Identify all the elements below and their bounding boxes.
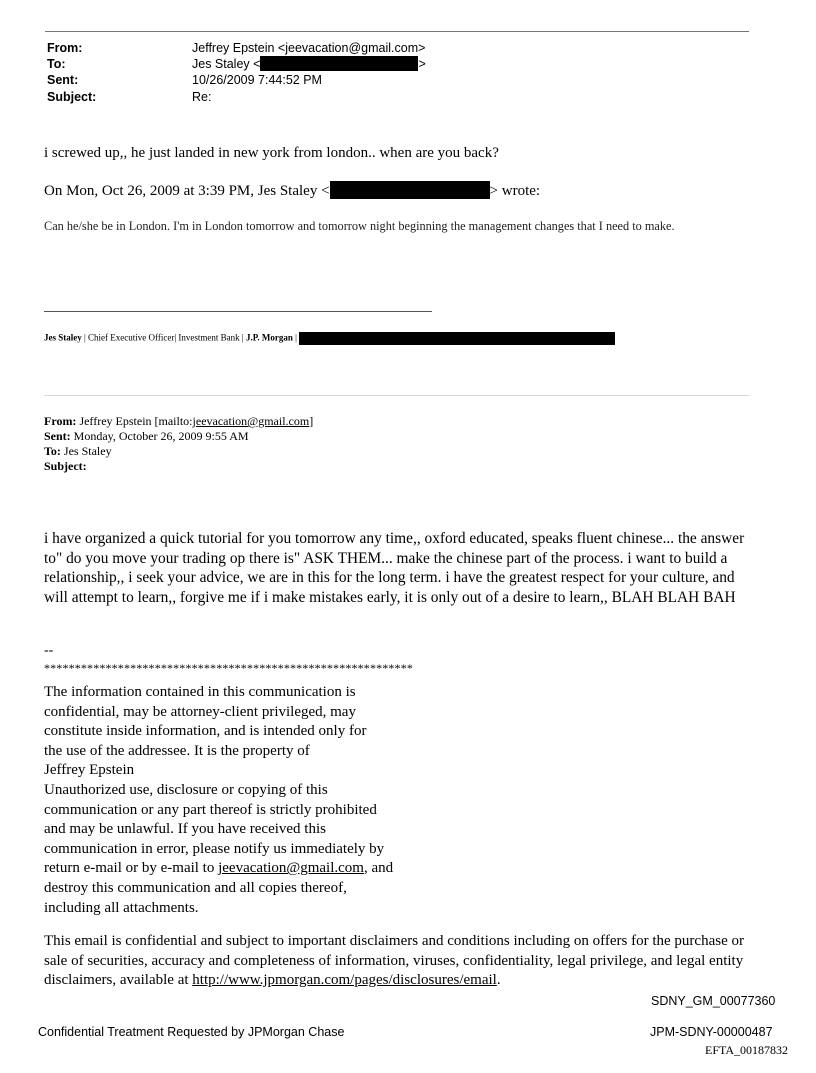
original-to-line <box>44 444 313 459</box>
confidential-treatment-footer: Confidential Treatment Requested by JPMorgan Chase <box>38 1025 345 1039</box>
quote-intro-suffix: > wrote: <box>489 183 541 199</box>
subject-value: Re: <box>192 90 212 104</box>
original-message-divider <box>44 395 749 396</box>
original-subject-label: Subject: <box>44 459 87 473</box>
redaction-to-email <box>260 56 418 71</box>
to-label: To: <box>47 57 66 71</box>
original-subject-line <box>44 459 313 474</box>
confidential-email-link[interactable]: jeevacation@gmail.com <box>218 860 364 877</box>
original-sent-label: Sent: <box>44 429 71 443</box>
original-to-label: To: <box>44 444 61 458</box>
sent-label: Sent: <box>47 73 79 87</box>
reply-body: i screwed up,, he just landed in new york from london.. when are you back? <box>44 145 499 161</box>
from-value: Jeffrey Epstein <jeevacation@gmail.com> <box>192 41 426 55</box>
quote-intro <box>44 183 540 200</box>
confidential-line: including all attachments. <box>44 899 199 916</box>
quote-intro-prefix: On Mon, Oct 26, 2009 at 3:39 PM, Jes Staley < <box>44 183 330 199</box>
top-divider <box>45 31 749 32</box>
confidential-notice <box>44 683 393 918</box>
confidential-line: destroy this communication and all copies thereof, <box>44 879 347 896</box>
original-sent-line <box>44 429 313 444</box>
original-body: i have organized a quick tutorial for you tomorrow any time,, oxford educated, speaks fluent chinese... the answer to" do you move your trading op there is" ASK THEM... make the chinese part of the process. i want to build a relationship,, i seek your advice, we are in this for the long term. i have the greatest respect for your culture, and will attempt to learn,, forgive me if i make mistakes early, it is only out of a desire to learn,, BLAH BLAH BAH <box>44 530 745 606</box>
confidential-line: communication or any part thereof is strictly prohibited <box>44 801 377 818</box>
redaction-signature <box>299 332 615 345</box>
disclaimer-link[interactable]: http://www.jpmorgan.com/pages/disclosures/email <box>192 972 497 988</box>
disclaimer-end: . <box>496 972 501 988</box>
original-from-line <box>44 414 313 429</box>
confidential-email-suffix: , and <box>363 860 394 877</box>
confidential-line: and may be unlawful. If you have received this <box>44 821 326 838</box>
signature-name: Jes Staley <box>44 332 82 343</box>
sig-dashes: -- <box>44 643 54 658</box>
confidential-line: the use of the addressee. It is the property of <box>44 742 310 759</box>
from-label: From: <box>47 41 83 55</box>
confidential-email-line <box>44 859 393 879</box>
original-from-email-link[interactable]: jeevacation@gmail.com <box>192 414 310 428</box>
to-value-prefix: Jes Staley < <box>192 57 261 71</box>
confidential-line: The information contained in this communication is <box>44 684 356 700</box>
original-sent-value: Monday, October 26, 2009 9:55 AM <box>70 429 249 443</box>
signature-title: | Chief Executive Officer| Investment Bank | <box>81 332 246 343</box>
subject-label: Subject: <box>47 90 97 104</box>
to-value <box>192 56 426 72</box>
original-to-value: Jes Staley <box>60 444 112 458</box>
redaction-quote-email <box>330 181 490 199</box>
signature-company: J.P. Morgan <box>245 332 293 343</box>
asterisk-line: ************************************************************ <box>44 661 413 675</box>
original-from-label: From: <box>44 414 77 428</box>
disclaimer <box>44 932 756 991</box>
bates-number-sdny-gm: SDNY_GM_00077360 <box>651 994 776 1008</box>
confidential-line: Unauthorized use, disclosure or copying of this <box>44 781 328 798</box>
signature-line <box>44 332 615 345</box>
to-value-suffix: > <box>418 57 426 71</box>
signature-separator: | <box>292 332 300 343</box>
confidential-line: constitute inside information, and is intended only for <box>44 723 367 740</box>
disclaimer-text: This email is confidential and subject to important disclaimers and conditions including on offers for the purchase or sale of securities, accuracy and completeness of information, viruses, confidentiality, legal privilege, and legal entity disclaimers, available at <box>44 933 744 988</box>
confidential-line: communication in error, please notify us immediately by <box>44 840 385 857</box>
bates-number-jpm: JPM-SDNY-00000487 <box>650 1025 773 1039</box>
confidential-line: confidential, may be attorney-client privileged, may <box>44 703 356 720</box>
signature-divider <box>44 311 432 312</box>
confidential-line: Jeffrey Epstein <box>44 762 135 779</box>
quoted-text: Can he/she be in London. I'm in London tomorrow and tomorrow night beginning the management changes that I need to make. <box>44 219 675 233</box>
original-header <box>44 414 313 474</box>
original-from-close: ] <box>309 414 314 428</box>
confidential-email-prefix: return e-mail or by e-mail to <box>44 860 219 877</box>
original-from-value: Jeffrey Epstein [mailto: <box>76 414 193 428</box>
sent-value: 10/26/2009 7:44:52 PM <box>192 73 322 87</box>
bates-number-efta: EFTA_00187832 <box>705 1043 789 1057</box>
